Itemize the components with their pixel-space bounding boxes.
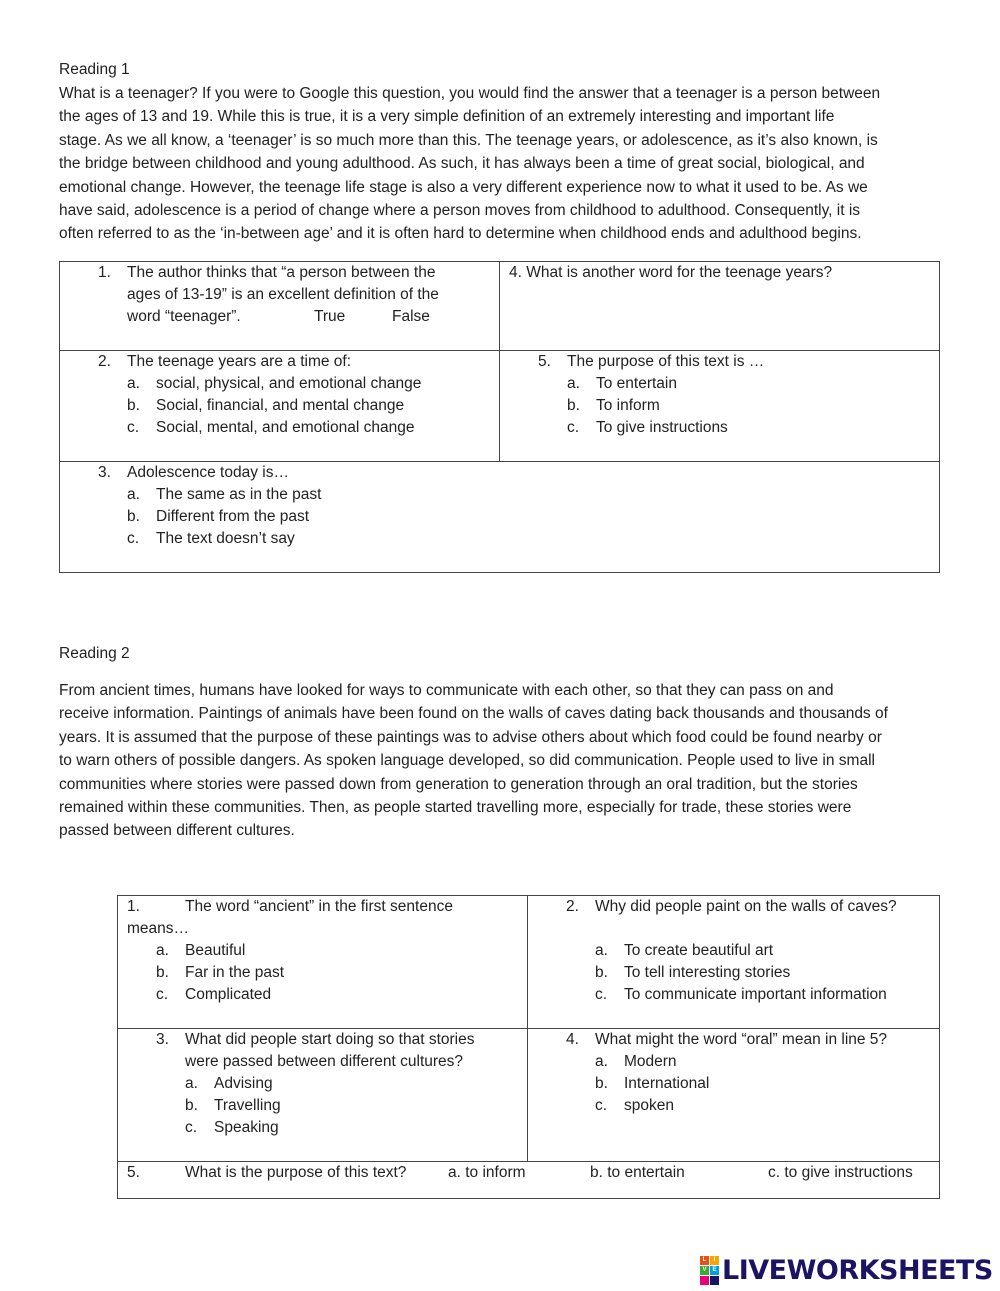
q-stem: The teenage years are a time of:: [127, 353, 352, 370]
reading2-questions-table: [117, 895, 940, 1199]
option[interactable]: c. To give instructions: [567, 419, 728, 436]
option[interactable]: b. To inform: [567, 397, 660, 414]
option[interactable]: c. The text doesn’t say: [127, 530, 295, 547]
option[interactable]: a. The same as in the past: [127, 486, 322, 503]
q-stem-continued: means…: [127, 920, 190, 937]
q-stem: Adolescence today is…: [127, 464, 289, 481]
passage-line: communities where stories were passed down from generation to generation through an oral tradition, but the stories: [59, 775, 858, 793]
logo-text: LIVEWORKSHEETS: [722, 1254, 993, 1286]
reading1-questions-table: [59, 261, 940, 573]
q-stem: What did people start doing so that stories: [185, 1031, 475, 1048]
r1-question-5-cell: [500, 351, 940, 462]
passage-line: emotional change. However, the teenage life stage is also a very different experience now to what it used to be. As we: [59, 178, 868, 196]
option[interactable]: a. social, physical, and emotional change: [127, 375, 422, 392]
passage-line: the bridge between childhood and young adulthood. As such, it has always been a time of great social, biological, and: [59, 155, 865, 173]
q-number: 1.: [127, 898, 140, 915]
r2-question-3-cell: [118, 1029, 528, 1162]
passage-line: the ages of 13 and 19. While this is true, it is a very simple definition of an extremely interesting and important life: [59, 108, 835, 126]
r1-question-3-cell: [60, 462, 940, 573]
q-stem: The purpose of this text is …: [567, 353, 765, 370]
false-option[interactable]: False: [392, 308, 430, 325]
liveworksheets-logo[interactable]: [700, 1255, 993, 1285]
q-stem-line: The author thinks that “a person between the: [127, 264, 436, 281]
option[interactable]: a. To entertain: [567, 375, 677, 392]
q-number: 3.: [98, 464, 111, 481]
r1-question-2-cell: [60, 351, 500, 462]
passage-line: years. It is assumed that the purpose of these paintings was to advise others about which food could be found nearby or: [59, 728, 882, 746]
reading2-title: Reading 2: [59, 645, 130, 662]
q-stem: What is the purpose of this text?: [185, 1164, 407, 1181]
option[interactable]: a. To create beautiful art: [595, 942, 774, 959]
passage-line: have said, adolescence is a period of change where a person moves from childhood to adulthood. Consequently, it is: [59, 202, 861, 220]
q-number: 4.: [566, 1031, 579, 1048]
reading1-passage: [59, 82, 959, 246]
q-stem: 4. What is another word for the teenage years?: [509, 264, 833, 281]
option[interactable]: c. Speaking: [185, 1119, 279, 1136]
r2-question-5-cell: [118, 1162, 940, 1199]
option[interactable]: b. Social, financial, and mental change: [127, 397, 405, 414]
passage-line: receive information. Paintings of animals have been found on the walls of caves dating back thousands and thousands of: [59, 705, 888, 723]
q-number: 5.: [538, 353, 551, 370]
q-stem-line: word “teenager”.: [127, 308, 241, 325]
q-stem-continued: were passed between different cultures?: [185, 1053, 464, 1070]
q-stem-line: ages of 13-19” is an excellent definition of the: [127, 286, 439, 303]
q-number: 1.: [98, 264, 111, 281]
q-number: 2.: [98, 353, 111, 370]
passage-line: From ancient times, humans have looked for ways to communicate with each other, so that they can pass on and: [59, 682, 834, 699]
passage-line: remained within these communities. Then, as people started travelling more, especially for trade, these stories were: [59, 799, 852, 817]
r2-question-2-cell: [528, 896, 940, 1029]
option[interactable]: a. Modern: [595, 1053, 677, 1070]
true-option[interactable]: True: [314, 308, 346, 325]
option[interactable]: c. To communicate important information: [595, 986, 887, 1003]
option[interactable]: b. Different from the past: [127, 508, 310, 525]
reading2-passage: [59, 679, 959, 843]
option[interactable]: c. Complicated: [156, 986, 272, 1003]
q-number: 2.: [566, 898, 579, 915]
r1-question-4-cell: [500, 262, 940, 351]
option[interactable]: c. Social, mental, and emotional change: [127, 419, 415, 436]
r1-question-1-cell: [60, 262, 500, 351]
passage-line: passed between different cultures.: [59, 822, 295, 840]
q-stem: The word “ancient” in the first sentence: [185, 898, 453, 915]
passage-line: often referred to as the ‘in-between age’ and it is often hard to determine when childhood ends and adulthood begins.: [59, 225, 862, 243]
option[interactable]: a. Advising: [185, 1075, 273, 1092]
reading1-title: Reading 1: [59, 61, 130, 78]
option[interactable]: b. To tell interesting stories: [595, 964, 791, 981]
logo-blocks-icon: L I V E: [700, 1256, 719, 1285]
passage-line: stage. As we all know, a ‘teenager’ is so much more than this. The teenage years, or adolescence, as it’s also known, is: [59, 131, 878, 149]
r2-question-4-cell: [528, 1029, 940, 1162]
q-stem: Why did people paint on the walls of caves?: [595, 898, 897, 915]
passage-line: What is a teenager? If you were to Google this question, you would find the answer that a teenager is a person between: [59, 85, 881, 102]
option-a[interactable]: a. to inform: [448, 1164, 526, 1181]
option[interactable]: c. spoken: [595, 1097, 674, 1114]
q-number: 3.: [156, 1031, 169, 1048]
q-stem: What might the word “oral” mean in line 5?: [595, 1031, 888, 1048]
q-number: 5.: [127, 1164, 140, 1181]
r2-question-1-cell: [118, 896, 528, 1029]
option[interactable]: b. Far in the past: [156, 964, 285, 981]
option[interactable]: a. Beautiful: [156, 942, 246, 959]
option[interactable]: b. Travelling: [185, 1097, 281, 1114]
option-b[interactable]: b. to entertain: [590, 1164, 685, 1181]
option[interactable]: b. International: [595, 1075, 710, 1092]
passage-line: to warn others of possible dangers. As spoken language developed, so did communication. People used to live in small: [59, 752, 875, 770]
option-c[interactable]: c. to give instructions: [768, 1164, 913, 1181]
